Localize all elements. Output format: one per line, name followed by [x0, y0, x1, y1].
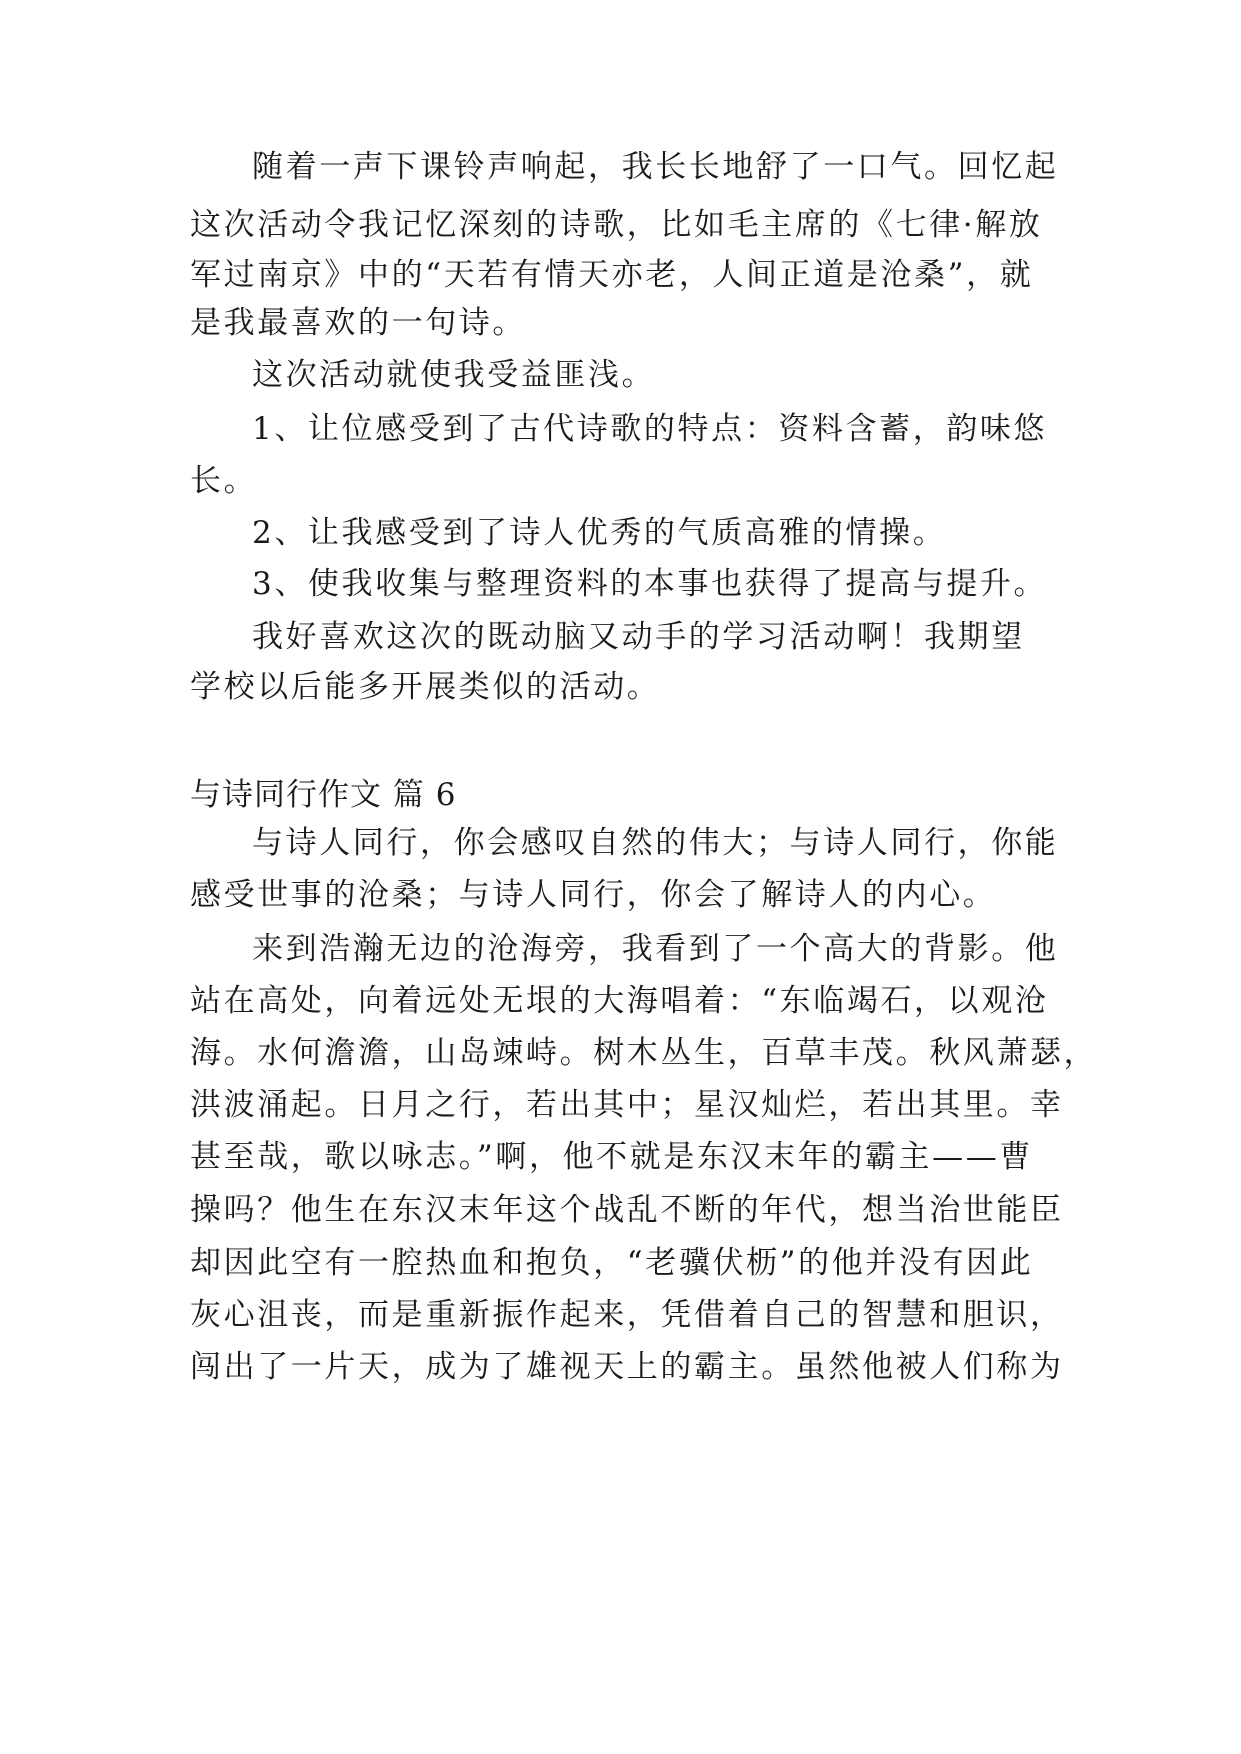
- paragraph-line: 学校以后能多开展类似的活动。: [190, 669, 661, 705]
- paragraph-line: 3、使我收集与整理资料的本事也获得了提高与提升。: [252, 566, 1048, 602]
- paragraph-line: 站在高处，向着远处无垠的大海唱着：“东临竭石，以观沧: [190, 983, 1049, 1019]
- paragraph-line: 海。水何澹澹，山岛竦峙。树木丛生，百草丰茂。秋风萧瑟，: [190, 1035, 1098, 1071]
- paragraph-line: 灰心沮丧，而是重新振作起来，凭借着自己的智慧和胆识，: [190, 1297, 1064, 1333]
- paragraph-line: 甚至哉，歌以咏志。”啊，他不就是东汉末年的霸主——曹: [190, 1139, 1033, 1175]
- paragraph-line: 长。: [190, 463, 258, 499]
- paragraph-line: 感受世事的沧桑；与诗人同行，你会了解诗人的内心。: [190, 877, 997, 913]
- paragraph-line: 随着一声下课铃声响起，我长长地舒了一口气。回忆起: [252, 149, 1059, 185]
- paragraph-line: 闯出了一片天，成为了雄视天上的霸主。虽然他被人们称为: [190, 1349, 1064, 1385]
- paragraph-line: 来到浩瀚无边的沧海旁，我看到了一个高大的背影。他: [252, 931, 1059, 967]
- paragraph-line: 是我最喜欢的一句诗。: [190, 305, 526, 341]
- paragraph-line: 这次活动就使我受益匪浅。: [252, 357, 656, 393]
- paragraph-line: 我好喜欢这次的既动脑又动手的学习活动啊！我期望: [252, 619, 1025, 655]
- paragraph-line: 操吗？他生在东汉末年这个战乱不断的年代，想当治世能臣: [190, 1192, 1064, 1228]
- paragraph-line: 军过南京》中的“天若有情天亦老，人间正道是沧桑”，就: [190, 257, 1034, 293]
- paragraph-line: 洪波涌起。日月之行，若出其中；星汉灿烂，若出其里。幸: [190, 1087, 1064, 1123]
- paragraph-line: 却因此空有一腔热血和抱负，“老骥伏枥”的他并没有因此: [190, 1245, 1034, 1281]
- paragraph-line: 1、让位感受到了古代诗歌的特点：资料含蓄，韵味悠: [252, 411, 1048, 447]
- paragraph-line: 这次活动令我记忆深刻的诗歌，比如毛主席的《七律·解放: [190, 207, 1043, 243]
- section-heading: 与诗同行作文 篇 6: [190, 777, 457, 813]
- paragraph-line: 与诗人同行，你会感叹自然的伟大；与诗人同行，你能: [252, 825, 1059, 861]
- paragraph-line: 2、让我感受到了诗人优秀的气质高雅的情操。: [252, 515, 947, 551]
